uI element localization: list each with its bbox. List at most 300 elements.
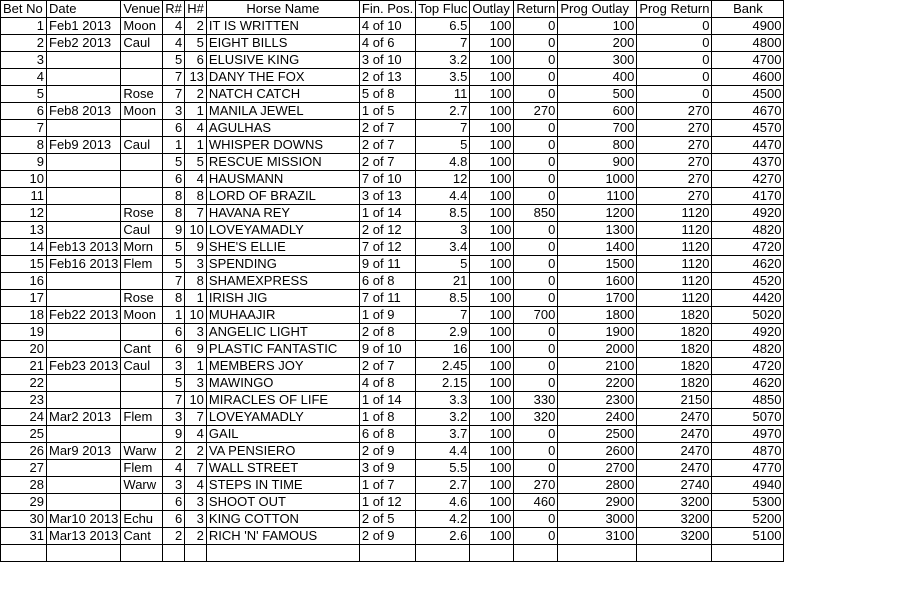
cell-prog-outlay[interactable]: 2000 bbox=[558, 341, 637, 358]
cell-prog-return[interactable]: 0 bbox=[637, 35, 712, 52]
cell-prog-return[interactable]: 1820 bbox=[637, 358, 712, 375]
cell-fin-pos[interactable]: 2 of 7 bbox=[359, 154, 415, 171]
cell-outlay[interactable]: 100 bbox=[470, 69, 514, 86]
cell-fin-pos[interactable]: 7 of 12 bbox=[359, 239, 415, 256]
cell-date[interactable] bbox=[47, 494, 121, 511]
cell-bet-no[interactable]: 2 bbox=[1, 35, 47, 52]
cell-horse-name[interactable]: SHAMEXPRESS bbox=[206, 273, 359, 290]
cell-return[interactable]: 460 bbox=[514, 494, 558, 511]
cell-fin-pos[interactable]: 2 of 7 bbox=[359, 137, 415, 154]
cell-prog-return[interactable]: 2470 bbox=[637, 443, 712, 460]
cell-horse-no[interactable]: 9 bbox=[185, 239, 207, 256]
cell-prog-outlay[interactable]: 800 bbox=[558, 137, 637, 154]
header-horse-name[interactable]: Horse Name bbox=[206, 1, 359, 18]
cell-bet-no[interactable]: 7 bbox=[1, 120, 47, 137]
cell-fin-pos[interactable]: 2 of 9 bbox=[359, 528, 415, 545]
cell-venue[interactable]: Moon bbox=[121, 103, 163, 120]
cell-outlay[interactable]: 100 bbox=[470, 239, 514, 256]
cell-empty[interactable] bbox=[470, 545, 514, 562]
cell-prog-return[interactable]: 270 bbox=[637, 137, 712, 154]
cell-return[interactable]: 0 bbox=[514, 256, 558, 273]
cell-horse-name[interactable]: STEPS IN TIME bbox=[206, 477, 359, 494]
cell-horse-name[interactable]: WHISPER DOWNS bbox=[206, 137, 359, 154]
cell-top-fluc[interactable]: 7 bbox=[416, 307, 470, 324]
cell-horse-name[interactable]: WALL STREET bbox=[206, 460, 359, 477]
cell-outlay[interactable]: 100 bbox=[470, 443, 514, 460]
cell-empty[interactable] bbox=[185, 545, 207, 562]
cell-top-fluc[interactable]: 12 bbox=[416, 171, 470, 188]
cell-outlay[interactable]: 100 bbox=[470, 18, 514, 35]
cell-date[interactable] bbox=[47, 154, 121, 171]
cell-bet-no[interactable]: 25 bbox=[1, 426, 47, 443]
cell-prog-return[interactable]: 0 bbox=[637, 18, 712, 35]
cell-horse-name[interactable]: AGULHAS bbox=[206, 120, 359, 137]
cell-horse-no[interactable]: 4 bbox=[185, 120, 207, 137]
cell-venue[interactable] bbox=[121, 494, 163, 511]
cell-horse-name[interactable]: EIGHT BILLS bbox=[206, 35, 359, 52]
cell-prog-outlay[interactable]: 2300 bbox=[558, 392, 637, 409]
cell-bet-no[interactable]: 9 bbox=[1, 154, 47, 171]
cell-fin-pos[interactable]: 2 of 9 bbox=[359, 443, 415, 460]
cell-bank[interactable]: 4370 bbox=[712, 154, 784, 171]
cell-horse-no[interactable]: 1 bbox=[185, 103, 207, 120]
cell-bank[interactable]: 4470 bbox=[712, 137, 784, 154]
cell-top-fluc[interactable]: 4.4 bbox=[416, 188, 470, 205]
cell-race-no[interactable]: 1 bbox=[163, 307, 185, 324]
header-date[interactable]: Date bbox=[47, 1, 121, 18]
cell-date[interactable] bbox=[47, 460, 121, 477]
cell-prog-return[interactable]: 2470 bbox=[637, 460, 712, 477]
cell-top-fluc[interactable]: 4.2 bbox=[416, 511, 470, 528]
cell-bank[interactable]: 4700 bbox=[712, 52, 784, 69]
cell-horse-name[interactable]: DANY THE FOX bbox=[206, 69, 359, 86]
cell-outlay[interactable]: 100 bbox=[470, 290, 514, 307]
cell-prog-return[interactable]: 270 bbox=[637, 103, 712, 120]
cell-prog-outlay[interactable]: 2700 bbox=[558, 460, 637, 477]
cell-bet-no[interactable]: 15 bbox=[1, 256, 47, 273]
cell-prog-return[interactable]: 1820 bbox=[637, 375, 712, 392]
cell-fin-pos[interactable]: 1 of 5 bbox=[359, 103, 415, 120]
cell-fin-pos[interactable]: 2 of 7 bbox=[359, 358, 415, 375]
cell-bank[interactable]: 4850 bbox=[712, 392, 784, 409]
cell-horse-name[interactable]: ELUSIVE KING bbox=[206, 52, 359, 69]
cell-horse-name[interactable]: SHOOT OUT bbox=[206, 494, 359, 511]
cell-return[interactable]: 0 bbox=[514, 86, 558, 103]
cell-prog-outlay[interactable]: 1500 bbox=[558, 256, 637, 273]
cell-prog-return[interactable]: 1820 bbox=[637, 307, 712, 324]
cell-fin-pos[interactable]: 1 of 14 bbox=[359, 392, 415, 409]
cell-bank[interactable]: 4670 bbox=[712, 103, 784, 120]
cell-top-fluc[interactable]: 21 bbox=[416, 273, 470, 290]
cell-empty[interactable] bbox=[163, 545, 185, 562]
cell-outlay[interactable]: 100 bbox=[470, 494, 514, 511]
cell-outlay[interactable]: 100 bbox=[470, 477, 514, 494]
cell-venue[interactable]: Cant bbox=[121, 528, 163, 545]
cell-horse-no[interactable]: 10 bbox=[185, 222, 207, 239]
cell-prog-outlay[interactable]: 200 bbox=[558, 35, 637, 52]
cell-bet-no[interactable]: 24 bbox=[1, 409, 47, 426]
cell-horse-no[interactable]: 3 bbox=[185, 511, 207, 528]
cell-date[interactable] bbox=[47, 273, 121, 290]
cell-horse-name[interactable]: MUHAAJIR bbox=[206, 307, 359, 324]
cell-bank[interactable]: 5020 bbox=[712, 307, 784, 324]
cell-horse-no[interactable]: 2 bbox=[185, 18, 207, 35]
cell-date[interactable] bbox=[47, 69, 121, 86]
cell-top-fluc[interactable]: 3.7 bbox=[416, 426, 470, 443]
cell-horse-no[interactable]: 6 bbox=[185, 52, 207, 69]
cell-bet-no[interactable]: 23 bbox=[1, 392, 47, 409]
cell-prog-return[interactable]: 0 bbox=[637, 52, 712, 69]
cell-date[interactable]: Feb16 2013 bbox=[47, 256, 121, 273]
cell-venue[interactable]: Warw bbox=[121, 477, 163, 494]
cell-top-fluc[interactable]: 2.45 bbox=[416, 358, 470, 375]
cell-prog-outlay[interactable]: 3000 bbox=[558, 511, 637, 528]
cell-horse-name[interactable]: LORD OF BRAZIL bbox=[206, 188, 359, 205]
cell-venue[interactable]: Caul bbox=[121, 137, 163, 154]
cell-fin-pos[interactable]: 1 of 7 bbox=[359, 477, 415, 494]
cell-horse-name[interactable]: LOVEYAMADLY bbox=[206, 409, 359, 426]
cell-fin-pos[interactable]: 3 of 9 bbox=[359, 460, 415, 477]
cell-date[interactable]: Feb9 2013 bbox=[47, 137, 121, 154]
cell-bank[interactable]: 4940 bbox=[712, 477, 784, 494]
cell-date[interactable] bbox=[47, 171, 121, 188]
cell-race-no[interactable]: 5 bbox=[163, 52, 185, 69]
cell-outlay[interactable]: 100 bbox=[470, 256, 514, 273]
cell-venue[interactable]: Rose bbox=[121, 86, 163, 103]
header-bet-no[interactable]: Bet No bbox=[1, 1, 47, 18]
cell-empty[interactable] bbox=[121, 545, 163, 562]
cell-top-fluc[interactable]: 8.5 bbox=[416, 205, 470, 222]
cell-fin-pos[interactable]: 2 of 12 bbox=[359, 222, 415, 239]
cell-outlay[interactable]: 100 bbox=[470, 35, 514, 52]
cell-race-no[interactable]: 5 bbox=[163, 239, 185, 256]
cell-prog-outlay[interactable]: 1200 bbox=[558, 205, 637, 222]
cell-venue[interactable]: Flem bbox=[121, 460, 163, 477]
cell-outlay[interactable]: 100 bbox=[470, 324, 514, 341]
cell-bank[interactable]: 4500 bbox=[712, 86, 784, 103]
cell-horse-no[interactable]: 4 bbox=[185, 426, 207, 443]
cell-top-fluc[interactable]: 3.3 bbox=[416, 392, 470, 409]
cell-prog-return[interactable]: 1120 bbox=[637, 273, 712, 290]
cell-fin-pos[interactable]: 4 of 6 bbox=[359, 35, 415, 52]
cell-top-fluc[interactable]: 5 bbox=[416, 137, 470, 154]
cell-date[interactable]: Feb23 2013 bbox=[47, 358, 121, 375]
cell-bet-no[interactable]: 18 bbox=[1, 307, 47, 324]
cell-outlay[interactable]: 100 bbox=[470, 103, 514, 120]
cell-date[interactable] bbox=[47, 52, 121, 69]
cell-bet-no[interactable]: 20 bbox=[1, 341, 47, 358]
cell-return[interactable]: 270 bbox=[514, 103, 558, 120]
cell-fin-pos[interactable]: 2 of 8 bbox=[359, 324, 415, 341]
cell-bank[interactable]: 4170 bbox=[712, 188, 784, 205]
cell-race-no[interactable]: 3 bbox=[163, 477, 185, 494]
cell-top-fluc[interactable]: 3 bbox=[416, 222, 470, 239]
cell-venue[interactable] bbox=[121, 375, 163, 392]
cell-horse-no[interactable]: 3 bbox=[185, 375, 207, 392]
cell-return[interactable]: 0 bbox=[514, 52, 558, 69]
cell-date[interactable]: Feb1 2013 bbox=[47, 18, 121, 35]
cell-top-fluc[interactable]: 2.9 bbox=[416, 324, 470, 341]
cell-bet-no[interactable]: 21 bbox=[1, 358, 47, 375]
cell-outlay[interactable]: 100 bbox=[470, 375, 514, 392]
cell-horse-name[interactable]: IT IS WRITTEN bbox=[206, 18, 359, 35]
cell-prog-outlay[interactable]: 900 bbox=[558, 154, 637, 171]
cell-bet-no[interactable]: 31 bbox=[1, 528, 47, 545]
cell-outlay[interactable]: 100 bbox=[470, 137, 514, 154]
cell-empty[interactable] bbox=[416, 545, 470, 562]
cell-venue[interactable] bbox=[121, 154, 163, 171]
cell-horse-name[interactable]: MANILA JEWEL bbox=[206, 103, 359, 120]
cell-date[interactable]: Feb13 2013 bbox=[47, 239, 121, 256]
cell-horse-no[interactable]: 3 bbox=[185, 324, 207, 341]
cell-venue[interactable] bbox=[121, 120, 163, 137]
cell-race-no[interactable]: 4 bbox=[163, 460, 185, 477]
cell-horse-no[interactable]: 10 bbox=[185, 307, 207, 324]
cell-race-no[interactable]: 3 bbox=[163, 103, 185, 120]
cell-venue[interactable] bbox=[121, 171, 163, 188]
cell-top-fluc[interactable]: 2.15 bbox=[416, 375, 470, 392]
cell-race-no[interactable]: 5 bbox=[163, 154, 185, 171]
cell-race-no[interactable]: 7 bbox=[163, 392, 185, 409]
cell-bet-no[interactable]: 29 bbox=[1, 494, 47, 511]
cell-horse-name[interactable]: RESCUE MISSION bbox=[206, 154, 359, 171]
cell-bet-no[interactable]: 16 bbox=[1, 273, 47, 290]
cell-return[interactable]: 0 bbox=[514, 69, 558, 86]
cell-bank[interactable]: 5070 bbox=[712, 409, 784, 426]
cell-horse-no[interactable]: 9 bbox=[185, 341, 207, 358]
header-prog-return[interactable]: Prog Return bbox=[637, 1, 712, 18]
cell-bank[interactable]: 5200 bbox=[712, 511, 784, 528]
cell-prog-outlay[interactable]: 2900 bbox=[558, 494, 637, 511]
cell-fin-pos[interactable]: 5 of 8 bbox=[359, 86, 415, 103]
cell-prog-return[interactable]: 2470 bbox=[637, 426, 712, 443]
cell-race-no[interactable]: 6 bbox=[163, 120, 185, 137]
cell-bet-no[interactable]: 1 bbox=[1, 18, 47, 35]
cell-fin-pos[interactable]: 3 of 10 bbox=[359, 52, 415, 69]
cell-venue[interactable] bbox=[121, 52, 163, 69]
cell-prog-outlay[interactable]: 1800 bbox=[558, 307, 637, 324]
cell-race-no[interactable]: 2 bbox=[163, 528, 185, 545]
header-return[interactable]: Return bbox=[514, 1, 558, 18]
cell-outlay[interactable]: 100 bbox=[470, 392, 514, 409]
cell-fin-pos[interactable]: 2 of 5 bbox=[359, 511, 415, 528]
cell-bet-no[interactable]: 12 bbox=[1, 205, 47, 222]
cell-prog-return[interactable]: 1120 bbox=[637, 205, 712, 222]
cell-top-fluc[interactable]: 5.5 bbox=[416, 460, 470, 477]
cell-bank[interactable]: 4570 bbox=[712, 120, 784, 137]
cell-return[interactable]: 0 bbox=[514, 273, 558, 290]
cell-outlay[interactable]: 100 bbox=[470, 460, 514, 477]
cell-top-fluc[interactable]: 2.7 bbox=[416, 103, 470, 120]
cell-return[interactable]: 0 bbox=[514, 35, 558, 52]
cell-horse-name[interactable]: PLASTIC FANTASTIC bbox=[206, 341, 359, 358]
cell-date[interactable]: Feb8 2013 bbox=[47, 103, 121, 120]
cell-prog-return[interactable]: 270 bbox=[637, 154, 712, 171]
cell-outlay[interactable]: 100 bbox=[470, 273, 514, 290]
cell-fin-pos[interactable]: 4 of 8 bbox=[359, 375, 415, 392]
cell-top-fluc[interactable]: 7 bbox=[416, 120, 470, 137]
cell-horse-name[interactable]: RICH 'N' FAMOUS bbox=[206, 528, 359, 545]
cell-horse-no[interactable]: 1 bbox=[185, 290, 207, 307]
cell-return[interactable]: 0 bbox=[514, 18, 558, 35]
cell-bank[interactable]: 4620 bbox=[712, 256, 784, 273]
cell-race-no[interactable]: 7 bbox=[163, 69, 185, 86]
cell-race-no[interactable]: 6 bbox=[163, 511, 185, 528]
cell-horse-no[interactable]: 8 bbox=[185, 188, 207, 205]
cell-prog-outlay[interactable]: 700 bbox=[558, 120, 637, 137]
cell-return[interactable]: 0 bbox=[514, 171, 558, 188]
cell-return[interactable]: 0 bbox=[514, 528, 558, 545]
cell-return[interactable]: 0 bbox=[514, 290, 558, 307]
cell-prog-outlay[interactable]: 2600 bbox=[558, 443, 637, 460]
cell-bet-no[interactable]: 4 bbox=[1, 69, 47, 86]
cell-date[interactable] bbox=[47, 341, 121, 358]
cell-venue[interactable]: Flem bbox=[121, 409, 163, 426]
cell-top-fluc[interactable]: 3.5 bbox=[416, 69, 470, 86]
cell-prog-return[interactable]: 1120 bbox=[637, 239, 712, 256]
cell-top-fluc[interactable]: 4.8 bbox=[416, 154, 470, 171]
cell-bank[interactable]: 4820 bbox=[712, 341, 784, 358]
cell-outlay[interactable]: 100 bbox=[470, 341, 514, 358]
cell-bet-no[interactable]: 11 bbox=[1, 188, 47, 205]
cell-horse-no[interactable]: 3 bbox=[185, 256, 207, 273]
cell-venue[interactable]: Rose bbox=[121, 205, 163, 222]
cell-return[interactable]: 0 bbox=[514, 222, 558, 239]
cell-horse-name[interactable]: MIRACLES OF LIFE bbox=[206, 392, 359, 409]
cell-date[interactable] bbox=[47, 290, 121, 307]
cell-date[interactable] bbox=[47, 205, 121, 222]
cell-fin-pos[interactable]: 9 of 11 bbox=[359, 256, 415, 273]
cell-bet-no[interactable]: 28 bbox=[1, 477, 47, 494]
cell-race-no[interactable]: 6 bbox=[163, 494, 185, 511]
cell-prog-return[interactable]: 1120 bbox=[637, 256, 712, 273]
cell-prog-outlay[interactable]: 400 bbox=[558, 69, 637, 86]
cell-horse-name[interactable]: VA PENSIERO bbox=[206, 443, 359, 460]
cell-bank[interactable]: 4520 bbox=[712, 273, 784, 290]
cell-return[interactable]: 0 bbox=[514, 341, 558, 358]
cell-prog-outlay[interactable]: 600 bbox=[558, 103, 637, 120]
cell-prog-return[interactable]: 3200 bbox=[637, 528, 712, 545]
cell-race-no[interactable]: 8 bbox=[163, 188, 185, 205]
cell-horse-no[interactable]: 1 bbox=[185, 137, 207, 154]
cell-prog-outlay[interactable]: 1000 bbox=[558, 171, 637, 188]
cell-fin-pos[interactable]: 7 of 11 bbox=[359, 290, 415, 307]
cell-venue[interactable] bbox=[121, 324, 163, 341]
cell-prog-outlay[interactable]: 2100 bbox=[558, 358, 637, 375]
cell-prog-outlay[interactable]: 1100 bbox=[558, 188, 637, 205]
cell-bank[interactable]: 4720 bbox=[712, 239, 784, 256]
cell-date[interactable] bbox=[47, 392, 121, 409]
cell-venue[interactable]: Caul bbox=[121, 35, 163, 52]
cell-return[interactable]: 0 bbox=[514, 375, 558, 392]
cell-prog-return[interactable]: 1820 bbox=[637, 324, 712, 341]
cell-bank[interactable]: 4720 bbox=[712, 358, 784, 375]
cell-venue[interactable]: Caul bbox=[121, 358, 163, 375]
cell-horse-name[interactable]: NATCH CATCH bbox=[206, 86, 359, 103]
cell-return[interactable]: 0 bbox=[514, 426, 558, 443]
cell-return[interactable]: 0 bbox=[514, 188, 558, 205]
cell-horse-no[interactable]: 7 bbox=[185, 460, 207, 477]
cell-bank[interactable]: 4600 bbox=[712, 69, 784, 86]
cell-bank[interactable]: 4900 bbox=[712, 18, 784, 35]
cell-prog-return[interactable]: 270 bbox=[637, 171, 712, 188]
cell-horse-name[interactable]: MEMBERS JOY bbox=[206, 358, 359, 375]
cell-horse-name[interactable]: LOVEYAMADLY bbox=[206, 222, 359, 239]
cell-outlay[interactable]: 100 bbox=[470, 307, 514, 324]
cell-prog-outlay[interactable]: 1300 bbox=[558, 222, 637, 239]
cell-horse-no[interactable]: 2 bbox=[185, 443, 207, 460]
cell-horse-no[interactable]: 2 bbox=[185, 86, 207, 103]
cell-fin-pos[interactable]: 9 of 10 bbox=[359, 341, 415, 358]
cell-horse-no[interactable]: 3 bbox=[185, 494, 207, 511]
cell-fin-pos[interactable]: 2 of 13 bbox=[359, 69, 415, 86]
cell-venue[interactable] bbox=[121, 392, 163, 409]
cell-top-fluc[interactable]: 2.7 bbox=[416, 477, 470, 494]
cell-outlay[interactable]: 100 bbox=[470, 188, 514, 205]
cell-fin-pos[interactable]: 3 of 13 bbox=[359, 188, 415, 205]
cell-empty[interactable] bbox=[206, 545, 359, 562]
cell-race-no[interactable]: 4 bbox=[163, 18, 185, 35]
cell-return[interactable]: 0 bbox=[514, 239, 558, 256]
cell-prog-return[interactable]: 270 bbox=[637, 120, 712, 137]
cell-bet-no[interactable]: 30 bbox=[1, 511, 47, 528]
cell-prog-outlay[interactable]: 2400 bbox=[558, 409, 637, 426]
cell-horse-no[interactable]: 7 bbox=[185, 409, 207, 426]
cell-date[interactable] bbox=[47, 222, 121, 239]
cell-return[interactable]: 0 bbox=[514, 137, 558, 154]
cell-race-no[interactable]: 8 bbox=[163, 290, 185, 307]
cell-top-fluc[interactable]: 7 bbox=[416, 35, 470, 52]
cell-date[interactable] bbox=[47, 426, 121, 443]
header-top-fluc[interactable]: Top Fluc bbox=[416, 1, 470, 18]
cell-prog-outlay[interactable]: 1900 bbox=[558, 324, 637, 341]
cell-empty[interactable] bbox=[359, 545, 415, 562]
cell-prog-outlay[interactable]: 1600 bbox=[558, 273, 637, 290]
cell-empty[interactable] bbox=[712, 545, 784, 562]
header-race-no[interactable]: R# bbox=[163, 1, 185, 18]
cell-prog-return[interactable]: 1120 bbox=[637, 290, 712, 307]
cell-horse-no[interactable]: 2 bbox=[185, 528, 207, 545]
cell-prog-return[interactable]: 3200 bbox=[637, 511, 712, 528]
cell-date[interactable] bbox=[47, 324, 121, 341]
cell-venue[interactable]: Warw bbox=[121, 443, 163, 460]
cell-fin-pos[interactable]: 7 of 10 bbox=[359, 171, 415, 188]
cell-bank[interactable]: 4920 bbox=[712, 324, 784, 341]
cell-prog-return[interactable]: 3200 bbox=[637, 494, 712, 511]
cell-prog-outlay[interactable]: 500 bbox=[558, 86, 637, 103]
cell-horse-no[interactable]: 10 bbox=[185, 392, 207, 409]
cell-fin-pos[interactable]: 6 of 8 bbox=[359, 273, 415, 290]
cell-prog-outlay[interactable]: 1700 bbox=[558, 290, 637, 307]
cell-top-fluc[interactable]: 2.6 bbox=[416, 528, 470, 545]
cell-return[interactable]: 330 bbox=[514, 392, 558, 409]
cell-race-no[interactable]: 8 bbox=[163, 205, 185, 222]
cell-return[interactable]: 0 bbox=[514, 120, 558, 137]
cell-bank[interactable]: 4420 bbox=[712, 290, 784, 307]
cell-race-no[interactable]: 7 bbox=[163, 273, 185, 290]
cell-return[interactable]: 270 bbox=[514, 477, 558, 494]
cell-venue[interactable]: Cant bbox=[121, 341, 163, 358]
cell-horse-no[interactable]: 7 bbox=[185, 205, 207, 222]
cell-top-fluc[interactable]: 8.5 bbox=[416, 290, 470, 307]
cell-horse-name[interactable]: HAUSMANN bbox=[206, 171, 359, 188]
cell-return[interactable]: 700 bbox=[514, 307, 558, 324]
cell-venue[interactable]: Echu bbox=[121, 511, 163, 528]
cell-race-no[interactable]: 6 bbox=[163, 171, 185, 188]
cell-race-no[interactable]: 9 bbox=[163, 426, 185, 443]
header-horse-no[interactable]: H# bbox=[185, 1, 207, 18]
cell-outlay[interactable]: 100 bbox=[470, 222, 514, 239]
